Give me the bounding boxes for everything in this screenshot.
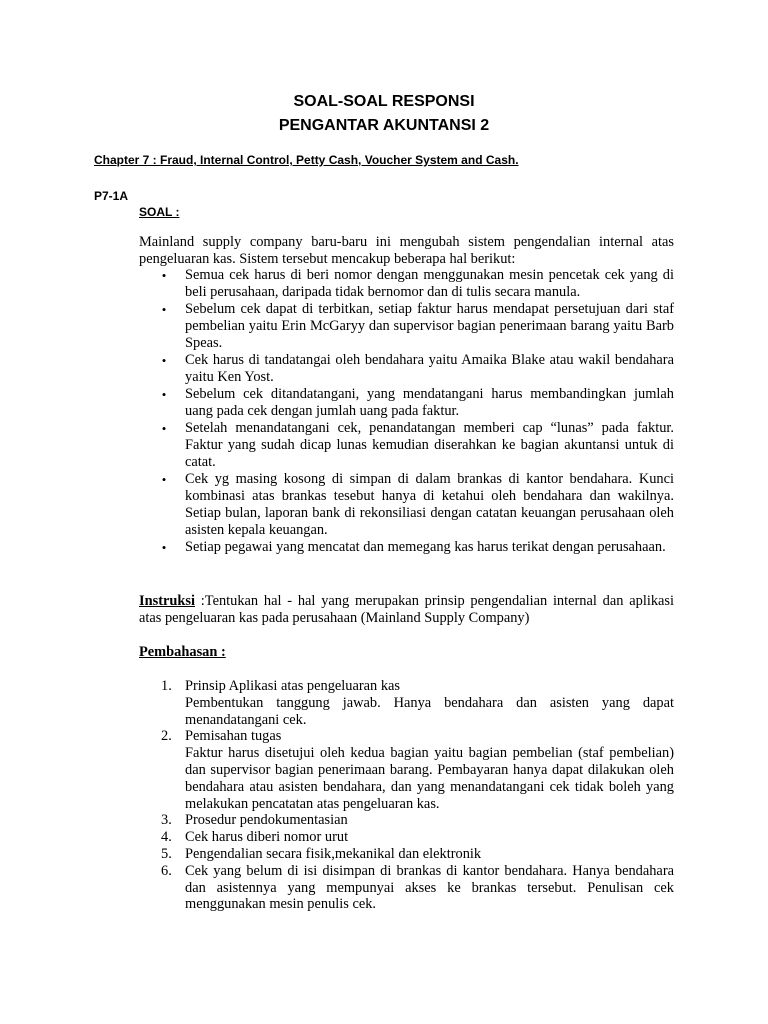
bullet-icon: • [161,302,167,317]
instruction-label: Instruksi [139,593,195,609]
list-item [139,678,674,728]
item-number: 1. [161,678,172,694]
list-item [139,829,674,846]
instruction-paragraph [139,593,674,627]
bullet-icon: • [161,353,167,368]
list-item [139,352,674,386]
discussion-list [139,678,674,913]
list-item [139,471,674,539]
list-item-text: Setiap pegawai yang mencatat dan memegang kas harus terikat dengan perusahaan. [185,539,666,555]
list-item [139,539,674,556]
bullet-icon: • [161,268,167,283]
item-title: Prosedur pendokumentasian [185,812,348,829]
document-title: SOAL-SOAL RESPONSI [293,93,475,110]
chapter-heading: Chapter 7 : Fraud, Internal Control, Petty Cash, Voucher System and Cash. [94,153,519,167]
soal-label: SOAL : [139,205,180,219]
item-body: Faktur harus disetujui oleh kedua bagian yaitu bagian pembelian (staf pembelian) dan supervisor bagian penerimaan barang. Pembayaran hanya dapat dilakukan oleh bendahara atau asisten bendahara, dan yang menandatangani cek tidak boleh yang melakukan pencatatan atas pengeluaran kas. [185,745,674,812]
list-item-text: Cek yg masing kosong di simpan di dalam brankas di kantor bendahara. Kunci kombinasi atas brankas tesebut hanya di ketahui oleh bendahara dan wakilnya. Setiap bulan, laporan bank di rekonsiliasi dengan catatan keuangan perusahaan oleh asisten kepala keuangan. [185,471,674,538]
list-item [139,386,674,420]
list-item [139,267,674,301]
item-title: Prinsip Aplikasi atas pengeluaran kas [185,678,401,694]
bullet-icon: • [161,540,167,555]
item-number: 2. [161,728,172,745]
item-title: Pengendalian secara fisik,mekanikal dan elektronik [185,845,482,862]
list-item-text: Sebelum cek dapat di terbitkan, setiap faktur harus mendapat persetujuan dari staf pembelian yaitu Erin McGaryy dan supervisor bagian penerimaan barang yaitu Barb Speas. [185,301,674,351]
item-title: Cek yang belum di isi disimpan di brankas di kantor bendahara. Hanya bendahara dan asistennya yang mempunyai akses ke brankas tersebut. Penulisan cek menggunakan mesin penulis cek. [185,862,674,913]
list-item [139,863,674,913]
discussion-heading: Pembahasan : [139,644,226,660]
list-item [139,846,674,863]
list-item [139,812,674,829]
instruction-text: :Tentukan hal - hal yang merupakan prinsip pengendalian internal dan aplikasi atas pengeluaran kas pada perusahaan (Mainland Supply Company) [139,593,674,626]
item-body: Pembentukan tanggung jawab. Hanya bendahara dan asisten yang dapat menandatangani cek. [185,694,674,728]
list-item-text: Setelah menandatangani cek, penandatangan memberi cap “lunas” pada faktur. Faktur yang sudah dicap lunas kemudian diserahkan ke bagian akuntansi untuk di catat. [185,420,674,470]
item-title: Cek harus diberi nomor urut [185,829,349,846]
list-item [139,420,674,471]
bullet-icon: • [161,472,167,487]
item-title: Pemisahan tugas [185,728,282,745]
problem-code: P7-1A [94,189,129,203]
item-number: 5. [161,845,172,862]
item-number: 4. [161,829,172,846]
item-number: 6. [161,862,172,879]
list-item [139,728,674,812]
list-item-text: Sebelum cek ditandatangani, yang mendatangani harus membandingkan jumlah uang pada cek dengan jumlah uang pada faktur. [185,386,674,419]
bullet-icon: • [161,421,167,436]
item-number: 3. [161,812,172,829]
list-item-text: Semua cek harus di beri nomor dengan menggunakan mesin pencetak cek yang di beli perusahaan, daripada tidak bernomor dan di tulis secara manula. [185,267,674,300]
requirements-list [139,267,674,556]
list-item [139,301,674,352]
list-item-text: Cek harus di tandatangai oleh bendahara yaitu Amaika Blake atau wakil bendahara yaitu Ken Yost. [185,352,674,385]
document-subtitle: PENGANTAR AKUNTANSI 2 [278,117,490,134]
bullet-icon: • [161,387,167,402]
problem-intro: Mainland supply company baru-baru ini mengubah sistem pengendalian internal atas pengeluaran kas. Sistem tersebut mencakup beberapa hal berikut: [139,234,674,267]
